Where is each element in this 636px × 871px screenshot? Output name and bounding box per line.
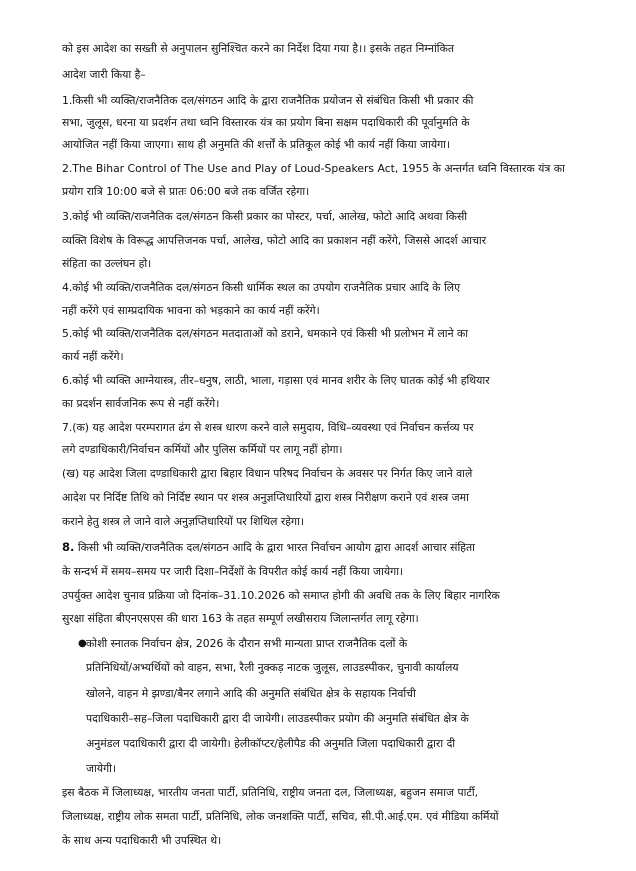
- attendees-line-1: इस बैठक में जिलाध्यक्ष, भारतीय जनता पार्टी, प्रतिनिधि, राष्ट्रीय जनता दल, जिलाध्यक्ष, बहुजन समाज पार्टी,: [62, 786, 479, 799]
- bullet-line-6: जायेगी।: [86, 762, 117, 775]
- item-3-line-2: व्यक्ति विशेष के विरूद्ध आपत्तिजनक पर्चा, आलेख, फोटो आदि का प्रकाशन नहीं करेंगे, जिससे आदर्श आचार: [62, 234, 487, 247]
- item-4-line-1: 4.कोई भी व्यक्ति/राजनैतिक दल/संगठन किसी धार्मिक स्थल का उपयोग राजनैतिक प्रचार आदि के लिए: [62, 281, 461, 294]
- attendees-line-3: के साथ अन्य पदाधिकारी भी उपस्थित थे।: [62, 834, 222, 847]
- item-1-line-3: आयोजित नहीं किया जाएगा। साथ ही अनुमति की शर्त्तों के प्रतिकूल कोई भी कार्य नहीं किया जायेगा।: [62, 138, 451, 151]
- item-2-line-2: प्रयोग रात्रि 10:00 बजे से प्रातः 06:00 बजे तक वर्जित रहेगा।: [62, 185, 310, 198]
- item-8-number: 8.: [62, 540, 75, 554]
- item-7b-line-3: कराने हेतु शस्त्र ले जाने वाले अनुज्ञप्तिधारियों पर शिथिल रहेगा।: [62, 515, 304, 528]
- item-7a-line-2: लगे दण्डाधिकारी/निर्वाचन कर्मियों और पुलिस कर्मियों पर लागू नहीं होगा।: [62, 443, 343, 456]
- item-8-line-2: के सन्दर्भ में समय–समय पर जारी दिशा–निर्देशों के विपरीत कोई कार्य नहीं किया जायेगा।: [62, 565, 404, 578]
- item-7b-line-2: आदेश पर निर्दिष्ट तिथि को निर्दिष्ट स्थान पर शस्त्र अनुज्ञप्तिधारियों द्वारा शस्त्र निरीक्षण कराने एवं शस्त्र जमा: [62, 491, 469, 504]
- item-5-line-2: कार्य नहीं करेंगे।: [62, 350, 124, 363]
- intro-line-1: को इस आदेश का सख्ती से अनुपालन सुनिश्चित करने का निर्देश दिया गया है।। इसके तहत निम्नांकित: [62, 42, 455, 55]
- attendees-line-2: जिलाध्यक्ष, राष्ट्रीय लोक समता पार्टी, प्रतिनिधि, लोक जनशक्ति पार्टी, सचिव, सी.पी.आई.एम. एवं मीडिया कर्मियों: [62, 810, 499, 823]
- intro-line-2: आदेश जारी किया है–: [62, 68, 146, 81]
- item-6-line-1: 6.कोई भी व्यक्ति आग्नेयास्त्र, तीर–धनुष, लाठी, भाला, गड़ासा एवं मानव शरीर के लिए घातक कोई भी हथियार: [62, 374, 490, 387]
- item-5-line-1: 5.कोई भी व्यक्ति/राजनैतिक दल/संगठन मतदाताओं को डराने, धमकाने एवं किसी भी प्रलोभन में लाने का: [62, 327, 469, 340]
- validity-line-1: उपर्युक्त आदेश चुनाव प्रक्रिया जो दिनांक–31.10.2026 को समाप्त होगी की अवधि तक के लिए बिहार नागरिक: [62, 589, 500, 602]
- bullet-line-3: खोलने, वाहन मे झण्डा/बैनर लगाने आदि की अनुमति संबंधित क्षेत्र के सहायक निर्वाची: [86, 687, 416, 700]
- item-3-line-3: संहिता का उल्लंघन हो।: [62, 257, 152, 270]
- item-3-line-1: 3.कोई भी व्यक्ति/राजनैतिक दल/संगठन किसी प्रकार का पोस्टर, पर्चा, आलेख, फोटो आदि अथवा किसी: [62, 210, 468, 223]
- validity-line-2: सुरक्षा संहिता बीएनएसएस की धारा 163 के तहत सम्पूर्ण लखीसराय जिलान्तर्गत लागू रहेगा।: [62, 612, 419, 625]
- bullet-line-2: प्रतिनिधियों/अभ्यर्थियों को वाहन, सभा, रैली नुक्कड़ नाटक जुलूस, लाउडस्पीकर, चुनावी कार्यालय: [86, 661, 459, 674]
- item-6-line-2: का प्रदर्शन सार्वजनिक रूप से नहीं करेंगे।: [62, 397, 220, 410]
- bullet-line-5: अनुमंडल पदाधिकारी द्वारा दी जायेगी। हेलीकॉप्टर/हेलीपैड की अनुमति जिला पदाधिकारी द्वारा दी: [86, 737, 456, 750]
- bullet-marker: ●: [78, 638, 87, 649]
- item-7b-line-1: (ख) यह आदेश जिला दण्डाधिकारी द्वारा बिहार विधान परिषद निर्वाचन के अवसर पर निर्गत किए जाने वाले: [62, 467, 473, 480]
- bullet-line-1: कोशी स्नातक निर्वाचन क्षेत्र, 2026 के दौरान सभी मान्यता प्राप्त राजनैतिक दलों के: [86, 637, 408, 650]
- item-4-line-2: नहीं करेंगे एवं साम्प्रदायिक भावना को भड़काने का कार्य नहीं करेंगे।: [62, 304, 320, 317]
- item-1-line-1: 1.किसी भी व्यक्ति/राजनैतिक दल/संगठन आदि के द्वारा राजनैतिक प्रयोजन से संबंधित किसी भी प्रकार की: [62, 94, 474, 107]
- item-7a-line-1: 7.(क) यह आदेश परम्परागत ढंग से शस्त्र धारण करने वाले समुदाय, विधि–व्यवस्था एवं निर्वाचन कर्त्तव्य पर: [62, 421, 474, 434]
- item-1-line-2: सभा, जुलूस, धरना या प्रदर्शन तथा ध्वनि विस्तारक यंत्र का प्रयोग बिना सक्षम पदाधिकारी की पूर्वानुमति के: [62, 116, 470, 129]
- bullet-line-4: पदाधिकारी–सह–जिला पदाधिकारी द्वारा दी जायेगी। लाउडस्पीकर प्रयोग की अनुमति संबंधित क्षेत्र के: [86, 712, 469, 725]
- item-2-line-1: 2.The Bihar Control of The Use and Play of Loud-Speakers Act, 1955 के अन्तर्गत ध्वनि विस्तारक यंत्र का: [62, 162, 565, 175]
- item-8-text-1: किसी भी व्यक्ति/राजनैतिक दल/संगठन आदि के द्वारा भारत निर्वाचन आयोग द्वारा आदर्श आचार संहिता: [77, 541, 475, 554]
